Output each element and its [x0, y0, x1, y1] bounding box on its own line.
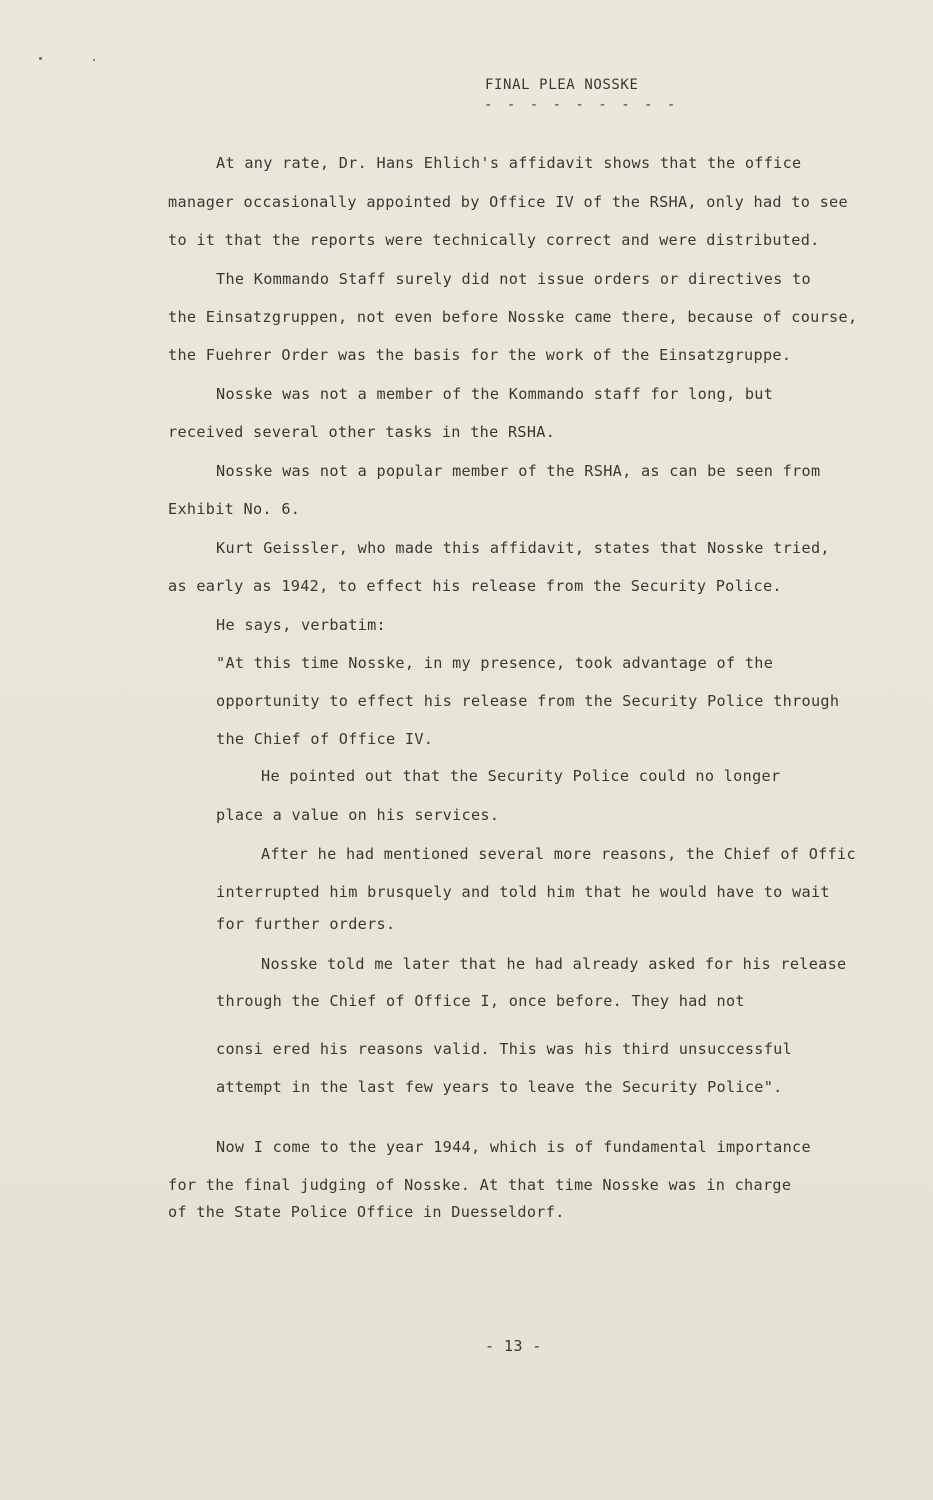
- text-line: of the State Police Office in Duesseldorf.: [168, 1203, 565, 1221]
- paper-speck: [93, 59, 95, 61]
- text-line: He pointed out that the Security Police could no longer: [261, 767, 781, 785]
- text-line: The Kommando Staff surely did not issue orders or directives to: [216, 270, 811, 288]
- text-line: the Chief of Office IV.: [216, 730, 434, 748]
- document-title: FINAL PLEA NOSSKE: [485, 77, 639, 93]
- title-underline: - - - - - - - - -: [484, 97, 679, 113]
- text-line: He says, verbatim:: [216, 616, 386, 634]
- paper-speck: [39, 57, 42, 60]
- text-line: consi ered his reasons valid. This was his third unsuccessful: [216, 1040, 793, 1058]
- text-line: "At this time Nosske, in my presence, took advantage of the: [216, 654, 774, 672]
- text-line: attempt in the last few years to leave the Security Police".: [216, 1078, 783, 1096]
- text-line: Nosske was not a popular member of the RSHA, as can be seen from: [216, 462, 821, 480]
- text-line: the Fuehrer Order was the basis for the work of the Einsatzgruppe.: [168, 346, 792, 364]
- text-line: place a value on his services.: [216, 806, 500, 824]
- text-line: opportunity to effect his release from the Security Police through: [216, 692, 840, 710]
- page-number: - 13 -: [485, 1337, 542, 1355]
- text-line: the Einsatzgruppen, not even before Nosske came there, because of course,: [168, 308, 858, 326]
- text-line: through the Chief of Office I, once before. They had not: [216, 992, 745, 1010]
- text-line: received several other tasks in the RSHA.: [168, 423, 556, 441]
- text-line: Exhibit No. 6.: [168, 500, 301, 518]
- text-line: manager occasionally appointed by Office IV of the RSHA, only had to see: [168, 193, 848, 211]
- text-line: for the final judging of Nosske. At that time Nosske was in charge: [168, 1176, 792, 1194]
- text-line: for further orders.: [216, 915, 396, 933]
- text-line: to it that the reports were technically correct and were distributed.: [168, 231, 820, 249]
- text-line: At any rate, Dr. Hans Ehlich's affidavit shows that the office: [216, 154, 802, 172]
- text-line: interrupted him brusquely and told him that he would have to wait: [216, 883, 830, 901]
- text-line: Nosske told me later that he had already asked for his release: [261, 955, 847, 973]
- text-line: After he had mentioned several more reasons, the Chief of Offic: [261, 845, 856, 863]
- text-line: as early as 1942, to effect his release from the Security Police.: [168, 577, 782, 595]
- text-line: Nosske was not a member of the Kommando staff for long, but: [216, 385, 774, 403]
- text-line: Now I come to the year 1944, which is of fundamental importance: [216, 1138, 811, 1156]
- text-line: Kurt Geissler, who made this affidavit, states that Nosske tried,: [216, 539, 830, 557]
